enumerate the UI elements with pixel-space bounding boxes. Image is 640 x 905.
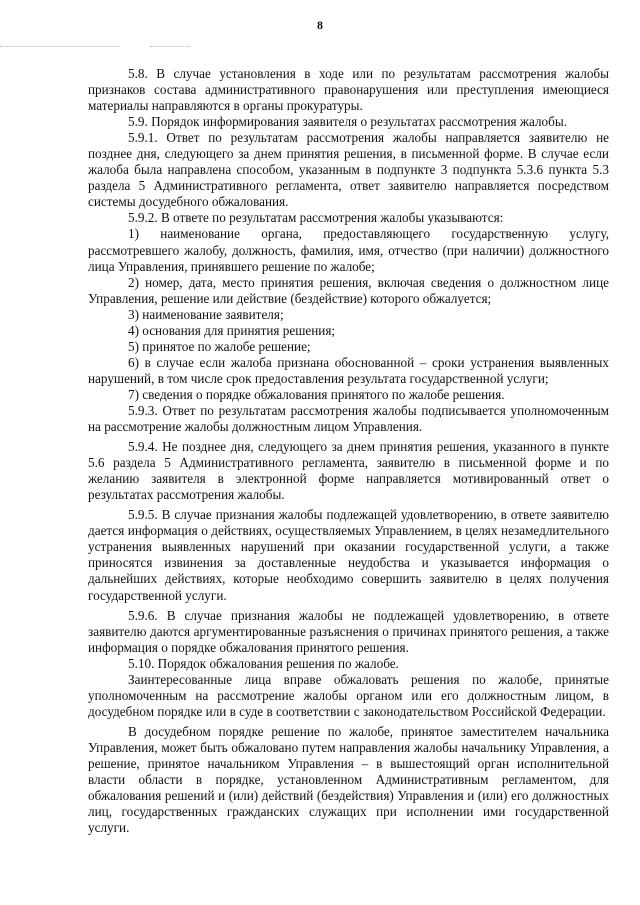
paragraph-5-10: 5.10. Порядок обжалования решения по жалобе. [128,655,399,671]
scan-artifact-mid [150,46,190,48]
list-item-6: 6) в случае если жалоба признана обоснованной – сроки устранения выявленных нарушений, в том числе срок предоставления результата государственной услуги; [88,354,609,386]
list-item-5: 5) принятое по жалобе решение; [128,338,311,354]
paragraph-5-9-1: 5.9.1. Ответ по результатам рассмотрения жалобы направляется заявителю не позднее дня, следующего за днем принятия решения, в письменной форме. В случае если жалоба была направлена способом, указанным в подпункте 3 подпункта 5.3.6 пункта 5.3 раздела 5 Административного регламента, ответ заявителю направляется посредством системы досудебного обжалования. [88,130,609,210]
list-item-3: 3) наименование заявителя; [128,306,284,322]
paragraph-5-9-6: 5.9.6. В случае признания жалобы не подлежащей удовлетворению, в ответе заявителю даются аргументированные разъяснения о причинах принятого решения, а также информация о порядке обжалования принятого решения. [88,607,609,655]
list-item-4: 4) основания для принятия решения; [128,322,336,338]
list-item-2: 2) номер, дата, место принятия решения, включая сведения о должностном лице Управления, решение или действие (бездействие) которого обжалуется; [88,274,609,306]
list-item-7: 7) сведения о порядке обжалования принятого по жалобе решения. [128,386,505,402]
paragraph-pretrial-appeal: В досудебном порядке решение по жалобе, принятое заместителем начальника Управления, может быть обжаловано путем направления жалобы начальнику Управления, а решение, принятое начальником Управления – в вышестоящий орган исполнительной власти области в порядке, установленном Административным регламентом, для обжалования решений и (или) действий (бездействия) Управления и (или) его должностных лиц, государственных гражданских служащих при исполнении ими государственной услуги. [88,723,609,836]
page-number: 8 [317,18,323,32]
paragraph-5-9-5: 5.9.5. В случае признания жалобы подлежащей удовлетворению, в ответе заявителю дается информация о действиях, осуществляемых Управлением, в целях незамедлительного устранения выявленных нарушений при оказании государственной услуги, а также приносятся извинения за доставленные неудобства и указывается информация о дальнейших действиях, которые необходимо совершить заявителю в целях получения государственной услуги. [88,507,609,603]
list-item-1: 1) наименование органа, предоставляющего государственную услугу, рассмотревшего жалобу, должность, фамилия, имя, отчество (при наличии) должностного лица Управления, принявшего решение по жалобе; [88,226,609,274]
paragraph-5-9: 5.9. Порядок информирования заявителя о результатах рассмотрения жалобы. [128,114,567,130]
paragraph-5-9-2: 5.9.2. В ответе по результатам рассмотрения жалобы указываются: [128,210,504,226]
document-body [88,66,609,836]
paragraph-interested-parties: Заинтересованные лица вправе обжаловать решения по жалобе, принятые уполномоченным на рассмотрение жалобы органом или его должностным лицом, в досудебном порядке или в суде в соответствии с законодательством Российской Федерации. [88,671,609,719]
scan-artifact-left [0,46,120,48]
paragraph-5-9-4: 5.9.4. Не позднее дня, следующего за днем принятия решения, указанного в пункте 5.6 раздела 5 Административного регламента, заявителю в письменной форме и по желанию заявителя в электронной форме направляется мотивированный ответ о результатах рассмотрения жалобы. [88,439,609,503]
paragraph-5-8: 5.8. В случае установления в ходе или по результатам рассмотрения жалобы признаков состава административного правонарушения или преступления имеющиеся материалы направляются в органы прокуратуры. [88,66,609,114]
paragraph-5-9-3: 5.9.3. Ответ по результатам рассмотрения жалобы подписывается уполномоченным на рассмотрение жалобы должностным лицом Управления. [88,402,609,435]
